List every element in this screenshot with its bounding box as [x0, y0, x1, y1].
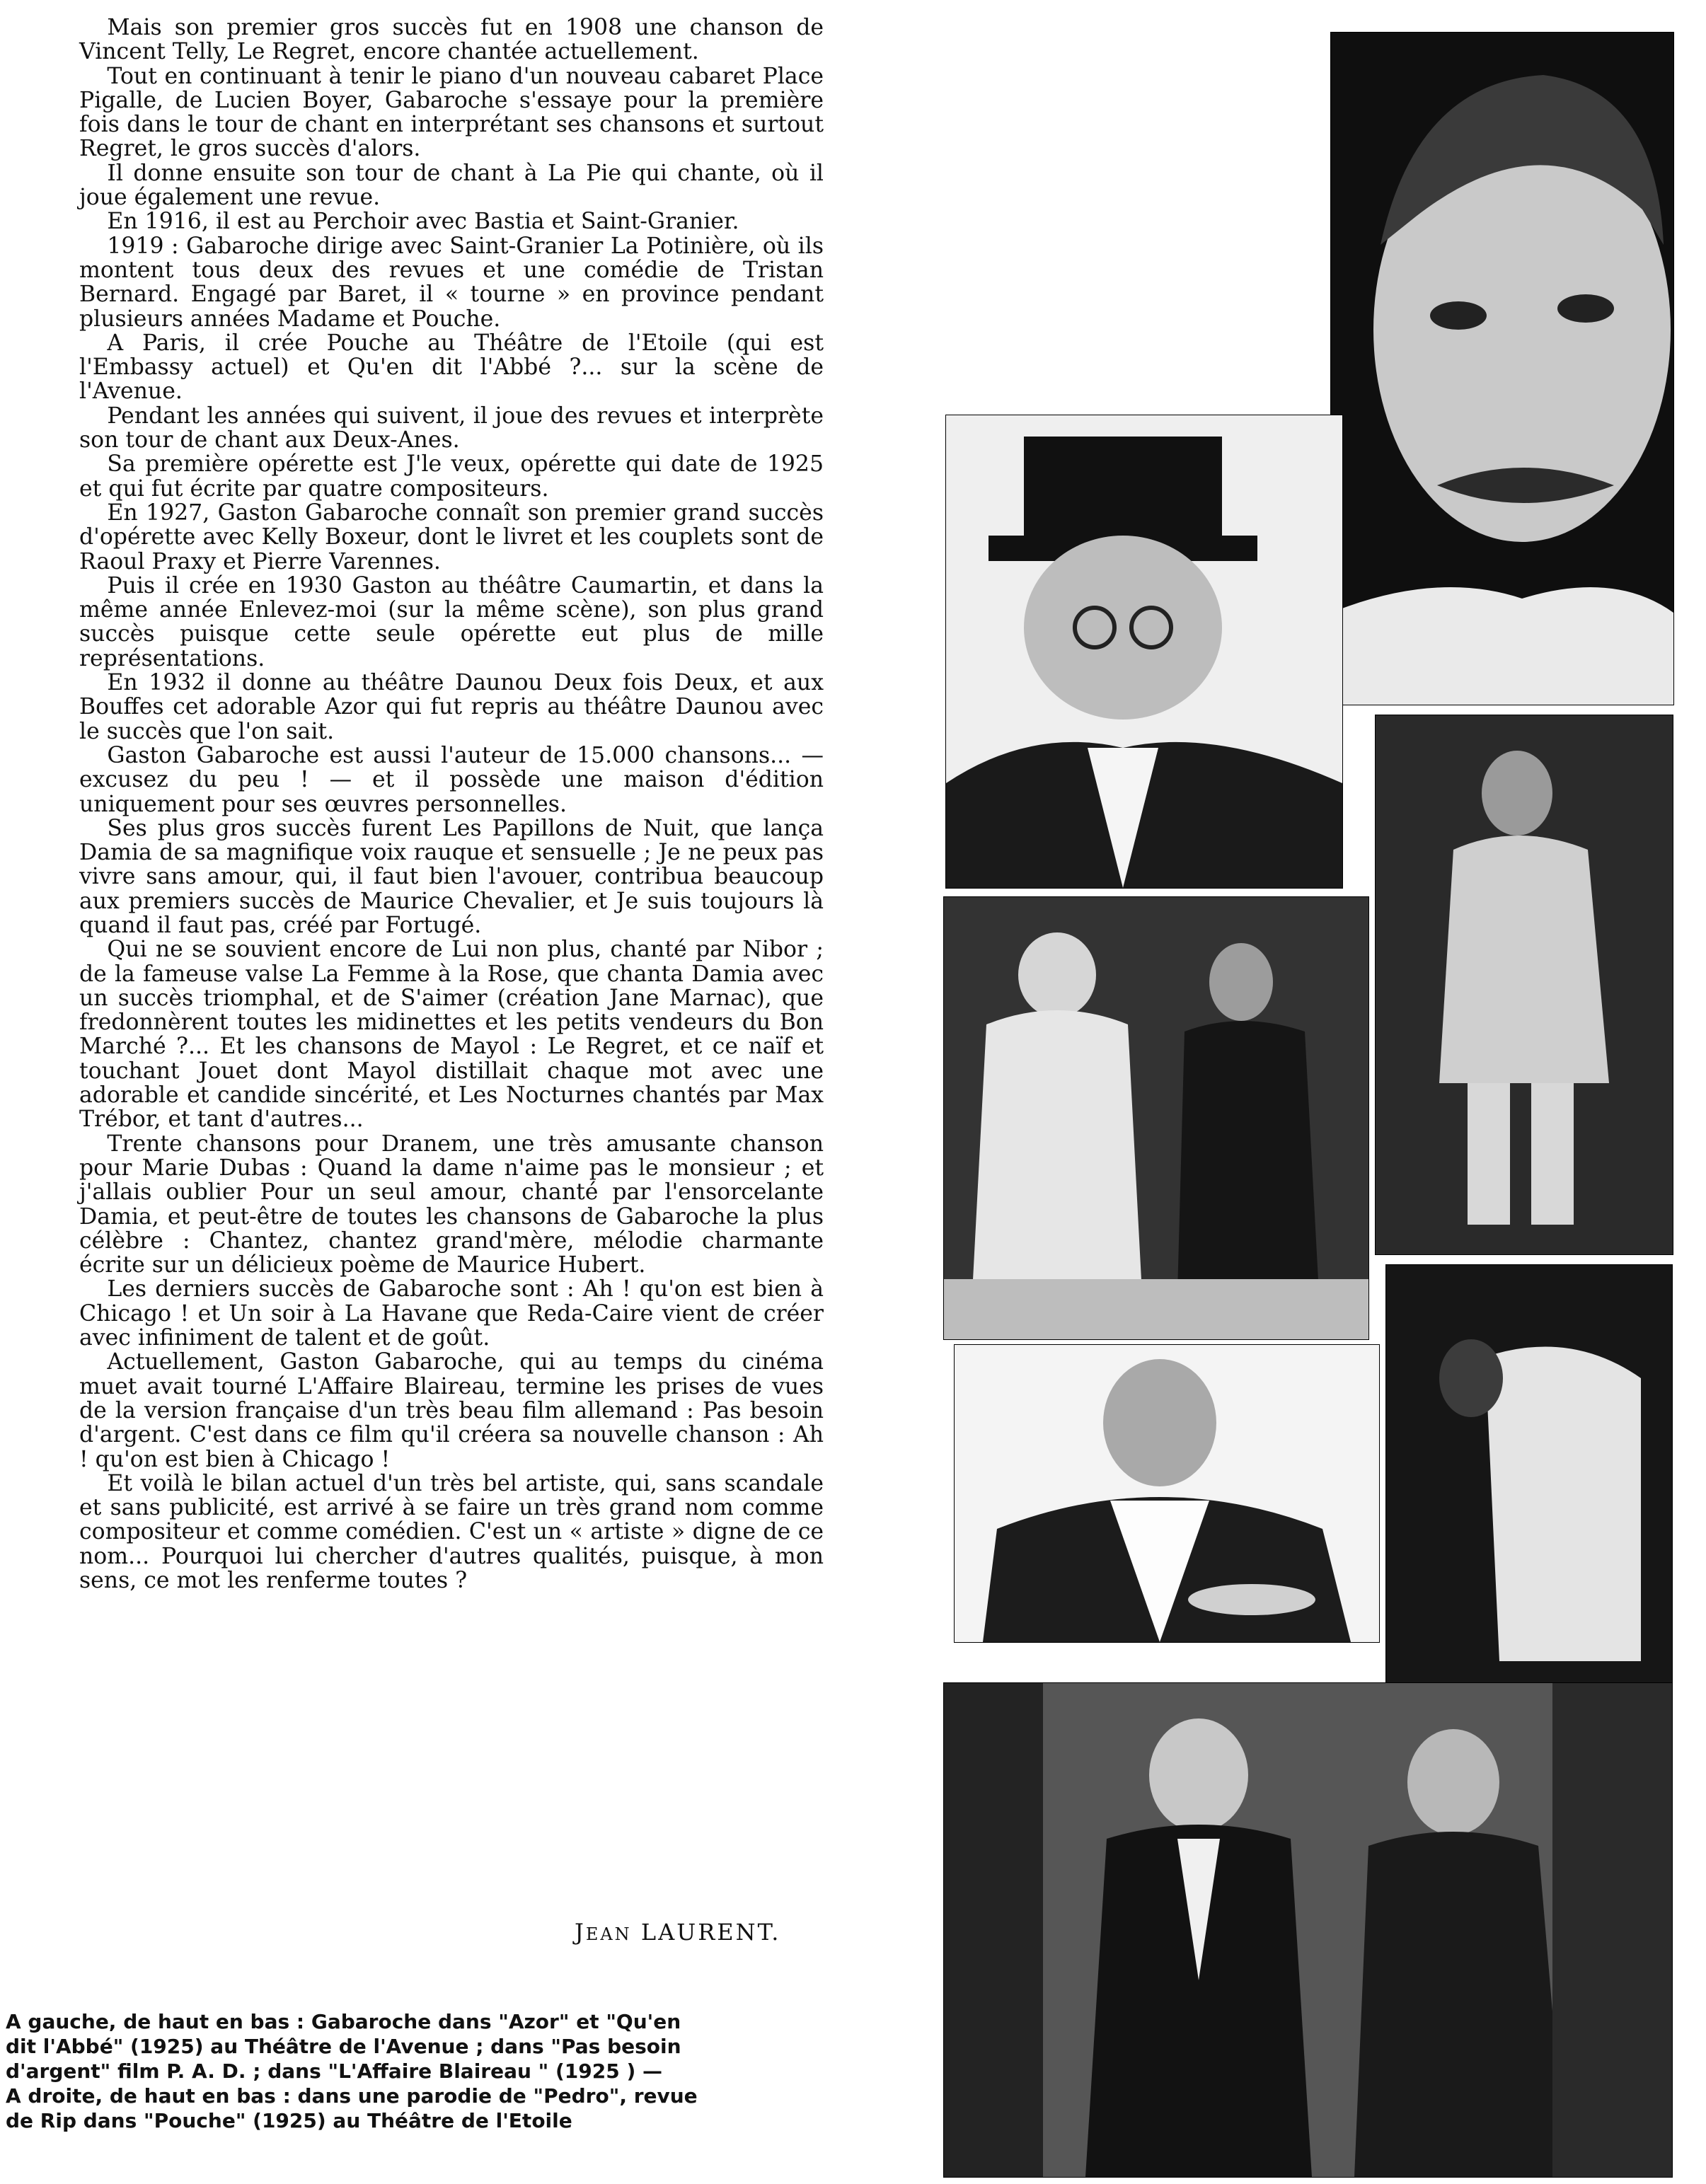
- article-paragraph: En 1932 il donne au théâtre Daunou Deux fois Deux, et aux Bouffes cet adorable Azor qui fut repris au théâtre Daunou avec le succès que l'on sait.: [79, 670, 824, 744]
- photo-pouche: [1385, 1264, 1673, 1689]
- photo-caption: [6, 2009, 751, 2133]
- signature-initial: J: [575, 1919, 586, 1946]
- caption-line: A gauche, de haut en bas : Gabaroche dans "Azor" et "Qu'en: [6, 2010, 681, 2033]
- article-paragraph: 1919 : Gabaroche dirige avec Saint-Granier La Potinière, où ils montent tous deux des revues et une comédie de Tristan Bernard. Engagé par Baret, il « tourne » en province pendant plusieurs années Madame et Pouche.: [79, 233, 824, 332]
- photo-top-hat: [945, 415, 1343, 889]
- author-signature: [575, 1919, 780, 1946]
- article-paragraph: Qui ne se souvient encore de Lui non plus, chanté par Nibor ; de la fameuse valse La Femme à la Rose, que chanta Damia avec un succès triomphal, et de S'aimer (création Jane Marnac), que fredonnèrent toutes les midinettes et les petits vendeurs du Bon Marché ?... Et les chansons de Mayol : Le Regret, et ce naïf et touchant Jouet dont Mayol distillait chaque mot avec une adorable et candide sincérité, et Les Nocturnes chantés par Max Trébor, et tant d'autres...: [79, 937, 824, 1133]
- article-paragraph: Mais son premier gros succès fut en 1908 une chanson de Vincent Telly, Le Regret, encore chantée actuellement.: [79, 15, 824, 65]
- caption-line: A droite, de haut en bas : dans une parodie de "Pedro", revue: [6, 2084, 698, 2108]
- caption-line: d'argent" film P. A. D. ; dans "L'Affaire Blaireau " (1925 ) —: [6, 2059, 663, 2083]
- signature-smallcaps: EAN: [585, 1924, 632, 1944]
- signature-last: LAURENT.: [631, 1919, 781, 1946]
- article-paragraph: Gaston Gabaroche est aussi l'auteur de 15.000 chansons... — excusez du peu ! — et il possède une maison d'édition uniquement pour ses œuvres personnelles.: [79, 742, 824, 817]
- photo-costume: [1375, 715, 1673, 1255]
- article-paragraph: Pendant les années qui suivent, il joue des revues et interprète son tour de chant aux Deux-Anes.: [79, 403, 824, 453]
- article-paragraph: Il donne ensuite son tour de chant à La Pie qui chante, où il joue également une revue.: [79, 160, 824, 211]
- article-paragraph: Trente chansons pour Dranem, une très amusante chanson pour Marie Dubas : Quand la dame n'aime pas le monsieur ; et j'allais oublier Pour un seul amour, chanté par l'ensorcelante Damia, et peut-être de toutes les chansons de Gabaroche la plus célèbre : Chantez, chantez grand'mère, mélodie charmante écrite sur un délicieux poème de Maurice Hubert.: [79, 1131, 824, 1278]
- article-paragraph: Puis il crée en 1930 Gaston au théâtre Caumartin, et dans la même année Enlevez-moi (sur la même scène), son plus grand succès puisque cette seule opérette eut plus de mille représentations.: [79, 572, 824, 671]
- article-paragraph: Actuellement, Gaston Gabaroche, qui au temps du cinéma muet avait tourné L'Affaire Blaireau, termine les prises de vues de la version française d'un très beau film allemand : Pas besoin d'argent. C'est dans ce film qu'il créera sa nouvelle chanson : Ah ! qu'on est bien à Chicago !: [79, 1349, 824, 1472]
- article-paragraph: Et voilà le bilan actuel d'un très bel artiste, qui, sans scandale et sans publicité, est arrivé à se faire un très grand nom comme compositeur et comme comédien. C'est un « artiste » digne de ce nom... Pourquoi lui chercher d'autres qualités, puisque, à mon sens, ce mot les renferme toutes ?: [79, 1470, 824, 1593]
- caption-line: de Rip dans "Pouche" (1925) au Théâtre de l'Etoile: [6, 2109, 572, 2132]
- article-paragraph: Les derniers succès de Gabaroche sont : Ah ! qu'on est bien à Chicago ! et Un soir à La Havane que Reda-Caire vient de créer avec infiniment de talent et de goût.: [79, 1276, 824, 1351]
- article-paragraph: Ses plus gros succès furent Les Papillons de Nuit, que lança Damia de sa magnifique voix rauque et sensuelle ; Je ne peux pas vivre sans amour, qui, il faut bien l'avouer, contribua beaucoup aux premiers succès de Maurice Chevalier, et Je suis toujours là quand il faut pas, créé par Fortugé.: [79, 815, 824, 938]
- article-column: [79, 16, 824, 1593]
- article-paragraph: Sa première opérette est J'le veux, opérette qui date de 1925 et qui fut écrite par quatre compositeurs.: [79, 451, 824, 502]
- article-paragraph: En 1927, Gaston Gabaroche connaît son premier grand succès d'opérette avec Kelly Boxeur, dont le livret et les couplets sont de Raoul Praxy et Pierre Varennes.: [79, 499, 824, 574]
- photo-pas-besoin-dargent: [954, 1344, 1380, 1643]
- caption-line: dit l'Abbé" (1925) au Théâtre de l'Avenue ; dans "Pas besoin: [6, 2035, 681, 2058]
- photo-affaire-blaireau: [943, 1682, 1673, 2178]
- photo-portrait: [1330, 32, 1674, 705]
- article-paragraph: En 1916, il est au Perchoir avec Bastia et Saint-Granier.: [107, 209, 739, 235]
- article-paragraph: Tout en continuant à tenir le piano d'un nouveau cabaret Place Pigalle, de Lucien Boyer, Gabaroche s'essaye pour la première fois dans le tour de chant en interprétant ses chansons et surtout Regret, le gros succès d'alors.: [79, 63, 824, 162]
- photo-azor-scene: [943, 896, 1369, 1340]
- article-paragraph: A Paris, il crée Pouche au Théâtre de l'Etoile (qui est l'Embassy actuel) et Qu'en dit l'Abbé ?... sur la scène de l'Avenue.: [79, 330, 824, 405]
